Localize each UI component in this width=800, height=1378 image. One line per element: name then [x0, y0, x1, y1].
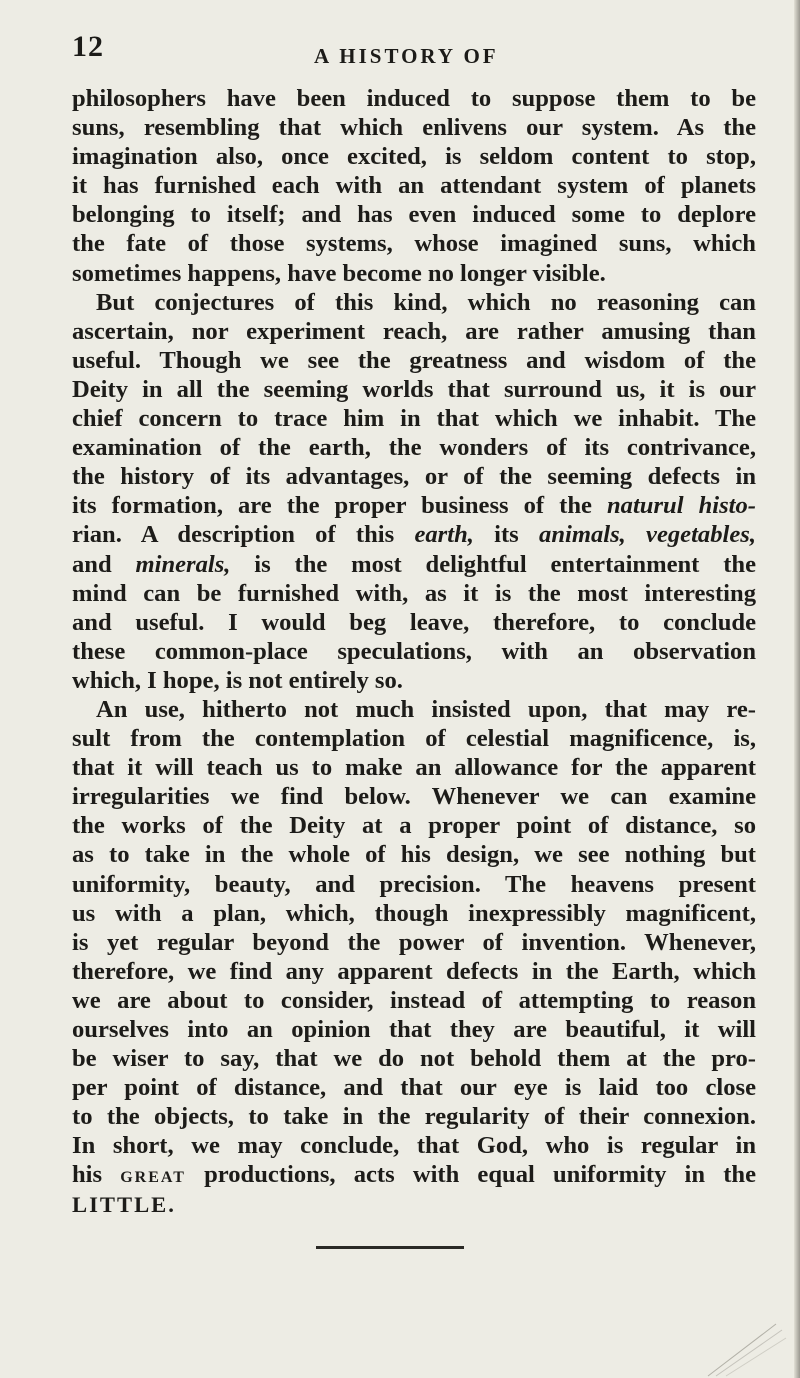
text-run: is the most delightful entertainment the	[230, 550, 756, 578]
text-line	[72, 1190, 756, 1219]
text-line: chief concern to trace him in that which we inhabit. The	[72, 405, 756, 433]
page-corner-scratch	[698, 1318, 788, 1378]
body-text	[72, 84, 756, 1219]
section-rule	[316, 1246, 464, 1249]
italic-run: minerals,	[135, 550, 231, 578]
text-line: mind can be furnished with, as it is the most interesting	[72, 579, 756, 607]
text-line: An use, hitherto not much insisted upon, that may re-	[96, 695, 756, 723]
page-header	[72, 30, 772, 80]
text-line: philosophers have been induced to suppose them to be	[72, 85, 756, 112]
text-line: therefore, we find any apparent defects in the Earth, which	[72, 957, 756, 985]
text-line: the fate of those systems, whose imagined suns, which	[72, 230, 756, 258]
italic-run: animals, vegetables,	[539, 521, 756, 549]
text-line: us with a plan, which, though inexpressibly magnificent,	[72, 899, 756, 927]
text-line: that it will teach us to make an allowance for the apparent	[72, 754, 756, 782]
small-caps-run: great	[120, 1162, 186, 1188]
text-line: to the objects, to take in the regularity of their connexion.	[72, 1103, 756, 1131]
text-line: per point of distance, and that our eye is laid too close	[72, 1074, 756, 1102]
text-line: sometimes happens, have become no longer visible.	[72, 259, 606, 287]
text-line: examination of the earth, the wonders of its contrivance,	[72, 434, 756, 462]
text-line	[72, 520, 756, 549]
running-head: A HISTORY OF	[314, 44, 499, 68]
text-line: as to take in the whole of his design, we see nothing but	[72, 841, 756, 869]
text-line: belonging to itself; and has even induced some to deplore	[72, 201, 756, 229]
text-line: the works of the Deity at a proper point of distance, so	[72, 812, 756, 840]
text-line: ourselves into an opinion that they are beautiful, it will	[72, 1016, 756, 1043]
text-line: ascertain, nor experiment reach, are rather amusing than	[72, 317, 756, 345]
page-number: 12	[72, 30, 104, 63]
text-line: Deity in all the seeming worlds that surround us, it is our	[72, 375, 756, 403]
text-line: uniformity, beauty, and precision. The heavens present	[72, 870, 756, 898]
text-line: sult from the contemplation of celestial magnificence, is,	[72, 725, 756, 753]
text-line: irregularities we find below. Whenever we can examine	[72, 783, 756, 811]
text-line: is yet regular beyond the power of invention. Whenever,	[72, 928, 756, 956]
text-run: his	[72, 1161, 121, 1189]
text-line: these common-place speculations, with an observation	[72, 637, 756, 665]
text-line: imagination also, once excited, is seldom content to stop,	[72, 143, 756, 171]
text-run: its	[473, 521, 540, 549]
page-edge-shadow	[794, 0, 800, 1378]
text-line	[72, 1160, 756, 1189]
text-line: In short, we may conclude, that God, who is regular in	[72, 1132, 756, 1160]
show-through-texture	[120, 1256, 760, 1306]
text-line: But conjectures of this kind, which no reasoning can	[96, 288, 756, 316]
text-run: its formation, are the proper business of the	[72, 492, 607, 520]
text-line	[72, 491, 756, 520]
small-caps-run: LITTLE.	[72, 1191, 176, 1217]
text-line	[72, 550, 756, 579]
text-run: rian. A description of this	[72, 521, 415, 549]
italic-run: earth,	[414, 521, 474, 549]
italic-run: naturul histo-	[606, 492, 756, 520]
text-line: it has furnished each with an attendant system of planets	[72, 172, 756, 200]
text-line: we are about to consider, instead of attempting to reason	[72, 986, 756, 1014]
text-line: useful. Though we see the greatness and wisdom of the	[72, 346, 756, 374]
text-line: suns, resembling that which enlivens our system. As the	[72, 114, 756, 142]
text-line: which, I hope, is not entirely so.	[72, 666, 403, 694]
text-line: be wiser to say, that we do not behold them at the pro-	[72, 1045, 756, 1073]
text-run: productions, acts with equal uniformity in the	[185, 1161, 756, 1189]
text-line: and useful. I would beg leave, therefore, to conclude	[72, 608, 756, 636]
text-line: the history of its advantages, or of the seeming defects in	[72, 463, 756, 491]
text-run: and	[72, 550, 136, 578]
